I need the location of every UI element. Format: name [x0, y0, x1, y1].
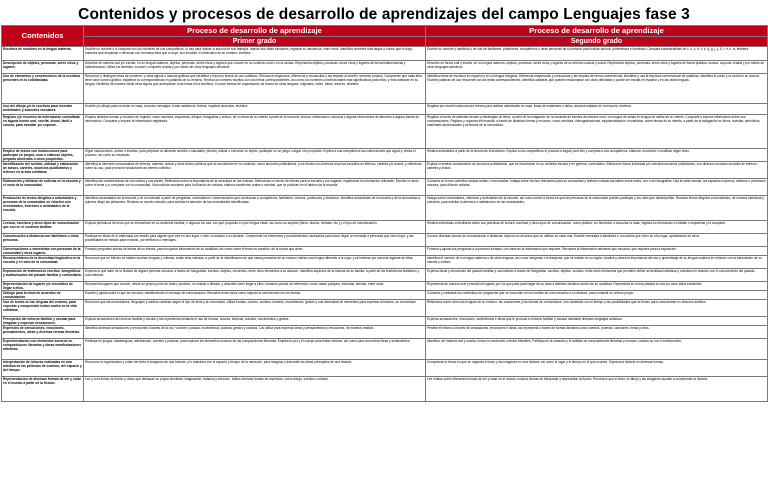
primer-grado-cell-text: Reconoce la organización y orden del texto e imágenes de una historia, y lo relaciona con el espacio y tiempo de la narración, para imaginar y transmitir las ideas principales de una historia.	[85, 359, 353, 364]
contenido-cell-text: Empleo de textos con instrucciones para participar en juegos, usar o elaborar objetos, preparar alimentos u otros propósitos.	[3, 148, 74, 161]
contenido-cell-text: Escritura de nombres en la lengua materna.	[3, 46, 72, 51]
header-pda-2: Proceso de desarrollo de aprendizaje	[426, 26, 768, 37]
primer-grado-cell	[84, 195, 426, 220]
table-row	[2, 376, 768, 401]
segundo-grado-cell-text: Registra a través de distintas formas y estrategias un tema, a partir de la indagación en la consulta de fuentes de manera oral o en lengua de señas en lengua de señas de su interés. Comparte y expone información sobre sus comparaciones. Registra y organiza información a través de distintas formas y recursos, como escritura, videograbaciones, esquematización, modelados, sobre temas de su interés, a partir de la indagación en libros, revistas, periódicos, materiales audiovisuales y personas de la comunidad.	[427, 114, 761, 127]
table-row	[2, 220, 768, 233]
primer-grado-cell-text: Describe de manera oral y/o escrita, en su lengua materna, objetos, personas, seres vivos y lugares que conoce en su contexto rural o en la ciudad. Representa objetos, personas, seres vivos y lugares de forma bidimensional y tridimensional. Utiliza los sentidos, conocer, compartir, teatral y por medio de otros lenguajes artísticos.	[85, 60, 406, 69]
contenido-cell	[2, 281, 84, 290]
primer-grado-cell	[84, 299, 426, 316]
segundo-grado-cell	[426, 148, 768, 161]
primer-grado-cell	[84, 220, 426, 233]
segundo-grado-cell-text: Reflexiona sobre cómo las lenguas de su entorno, las costumbres y las formas de comunicarse, han cambiado con el tiempo y las posibilidades que se tienen para comunicarse en diversos ámbitos.	[427, 299, 707, 304]
primer-grado-cell-text: Sigue instrucciones, orales o escritas, para preparar un alimento sencillo o saludable (receta), utilizar o construir un objeto, participar en un juego o algún otro propósito. Explica a sus compañeros las instrucciones que siguió y revisa el proceso, así como su resultado.	[85, 148, 416, 157]
table-row	[2, 73, 768, 103]
primer-grado-cell	[84, 161, 426, 178]
segundo-grado-cell-text: Expresa ideas y emociones del pasado familiar y comunitario a través de fotografías, escritos, objetos, sonidos, entre otros elementos que permiten definir la identidad individual y colectiva en relación con el conocimiento del pasado.	[427, 268, 756, 273]
table-row	[2, 195, 768, 220]
table-row	[2, 281, 768, 290]
contenido-cell-text: Elaboración y difusión de noticias en la escuela y el resto de la comunidad.	[3, 178, 81, 187]
contenido-cell-text: Experimentación con elementos sonoros en composiciones literarias y obras manifestaciones artísticas.	[3, 338, 82, 351]
segundo-grado-cell	[426, 114, 768, 148]
contenido-cell-text: Representación de lugares y/o recorridos de llegar a ellos.	[3, 281, 73, 290]
table-row	[2, 161, 768, 178]
primer-grado-cell	[84, 268, 426, 281]
primer-grado-cell-text: Reconoce que en México se hablan muchas lenguas y culturas, todas ellas valiosas, a partir de la identificación de que varias personas de su entorno hablan una lengua diferente a la suya, y se interesa por conocer algunas de ellas.	[85, 255, 414, 260]
contenido-cell	[2, 220, 84, 233]
segundo-grado-cell	[426, 60, 768, 73]
contenido-cell	[2, 161, 84, 178]
segundo-grado-cell-text: Explica el sentido comunicativo de anuncios publicitarios, que se encuentran en su contexto escolar y en general, comunitario. Elabora en forma individual y/o colectiva anuncios publicitarios, con diversos recursos sencillos en letreros, carteles y avisos.	[427, 161, 758, 170]
contenido-cell-text: Uso de elementos y convenciones de la escritura presentes en la cotidianidad.	[3, 73, 81, 82]
table-row	[2, 299, 768, 316]
contenido-cell-text: Exploración de testimonios escritos, fotográficos y audiovisuales del pasado familiar y comunitario.	[3, 268, 82, 277]
segundo-grado-cell-text: Describe en forma oral y escrita, en su lengua materna, objetos, personas, seres vivos y lugares de su entorno natural y social. Representa objetos, personas, seres vivos y lugares de forma plástica, sonora, corporal, teatral y por medio de otros lenguajes artísticos.	[427, 60, 764, 69]
primer-grado-cell	[84, 114, 426, 148]
table-row	[2, 148, 768, 161]
contenido-cell-text: Comunicación a distancia con familiares u otras personas.	[3, 233, 79, 242]
segundo-grado-cell	[426, 290, 768, 299]
segundo-grado-cell	[426, 299, 768, 316]
table-row	[2, 178, 768, 195]
contenido-cell	[2, 178, 84, 195]
primer-grado-cell-text: Identifica las características de una noticia y sus partes. Reflexiona sobre la importancia de la veracidad en las noticias. Selecciona un hecho de interés para la escuela y los hogares, registrando la información relevante. Escribe un texto sobre el tema y lo comparte con la comunidad. Usa noticias escolares para la difusión de noticias, elabora cuestiones orales o escritas, que se publican en el tablero de la escuela.	[85, 178, 419, 187]
contenido-cell	[2, 268, 84, 281]
segundo-grado-cell	[426, 255, 768, 268]
segundo-grado-cell-text: Realiza entrevistas a familiares sobre sus prácticas de lectura, escritura y otros tipos de comunicación, como platicar, ver televisión o escuchar la radio; registra la información en tablas o esquemas y la comparte.	[427, 220, 727, 225]
segundo-grado-cell	[426, 246, 768, 255]
segundo-grado-cell	[426, 220, 768, 233]
primer-grado-cell	[84, 281, 426, 290]
primer-grado-cell	[84, 255, 426, 268]
segundo-grado-cell-text: Expresa sensaciones, emociones, sentimientos e ideas que le provoca el entorno familiar y escolar mediante diversos lenguajes artísticos.	[427, 316, 623, 321]
contenido-cell	[2, 316, 84, 325]
table-row	[2, 246, 768, 255]
contenido-cell-text: Descripción de objetos, personas, seres vivos y lugares.	[3, 60, 79, 69]
header-segundo-grado: Segundo grado	[426, 36, 768, 46]
segundo-grado-cell	[426, 233, 768, 246]
contenido-cell	[2, 376, 84, 401]
primer-grado-cell	[84, 148, 426, 161]
primer-grado-cell	[84, 73, 426, 103]
primer-grado-cell-text: Representa lugares que conoce, desde su propio punto de vista y posición, en mapas o dibujos, y describe cómo llegar a ellos, tomando puntos de referencia, como casas, parques, escuelas, tiendas, entre otros.	[85, 281, 385, 286]
table-row	[2, 359, 768, 376]
header-primer-grado: Primer grado	[84, 36, 426, 46]
primer-grado-cell-text: Participa en ideas de lo elaborado por escrito para alguien que vive en otro lugar, o bien un dictado a su docente. Comprende los elementos y procedimientos necesarios para hacer llegar un mensaje a personas que viven lejos, y las posibilidades de medios para enviarlo, por teléfonos o mensajes.	[85, 233, 414, 242]
table-row	[2, 46, 768, 60]
segundo-grado-cell-text: Comprende la forma en que se organiza el texto y las imágenes en una historia, así como el lugar y el tiempo en el que ocurren. Expresa la historia en diversas formas.	[427, 359, 664, 364]
contenido-cell-text: Producción de textos dirigidos a autoridades y personas de la comunidad, en relación con necesidades, intereses o actividades de la escuela.	[3, 195, 77, 212]
segundo-grado-cell	[426, 195, 768, 220]
primer-grado-cell	[84, 359, 426, 376]
segundo-grado-cell	[426, 161, 768, 178]
header-contenidos: Contenidos	[2, 26, 84, 47]
contenido-cell-text: Reconocimiento de la diversidad lingüística en la escuela y el resto de la comunidad.	[3, 255, 81, 264]
contenido-cell-text: Percepción del entorno familiar y escolar para imaginar y expresar sensaciones.	[3, 316, 76, 325]
contenido-cell-text: Expresión de sensaciones, emociones, pensamientos, ideas y diversas formas literarias.	[3, 325, 80, 334]
table-row	[2, 316, 768, 325]
segundo-grado-cell-text: Comenta y contrasta los contenidos de programas que se escuchan en los medios de comunicación a su alcance, para construir un criterio propio.	[427, 290, 635, 295]
segundo-grado-cell	[426, 73, 768, 103]
segundo-grado-cell	[426, 316, 768, 325]
segundo-grado-cell-text: Realiza actividades a partir de la lectura de instructivos. Explica a sus compañeros el proceso a seguir para ello y compara a sus compañeros, elaborar, encontrar o modificar algún texto.	[427, 148, 690, 153]
primer-grado-cell-text: Explora sensaciones del entorno familiar y escolar y las representa mediante el uso de formas, colores, texturas, sonidos, movimientos y gestos.	[85, 316, 290, 321]
primer-grado-cell	[84, 316, 426, 325]
table-row	[2, 290, 768, 299]
segundo-grado-cell-text: Percibe el entorno a través de sensaciones, emociones e ideas, las representa a través de formas literarias como cuentos, poemas, canciones, rimas y otros.	[427, 325, 650, 330]
segundo-grado-cell	[426, 338, 768, 359]
segundo-grado-cell-text: Formula y ajusta sus preguntas a la persona invitada, con base en la información que requiere. Recupera la información relevante que escucha, que requiere para la exposición.	[427, 246, 677, 251]
header-pda-1: Proceso de desarrollo de aprendizaje	[84, 26, 426, 37]
primer-grado-cell	[84, 246, 426, 255]
contenido-cell	[2, 255, 84, 268]
contenido-cell-text: Uso del dibujo y/o la escritura para recordar actividades y acuerdos escolares.	[3, 103, 73, 112]
primer-grado-cell	[84, 46, 426, 60]
primer-grado-cell	[84, 325, 426, 338]
segundo-grado-cell-text: Escribe su nombre y apellidos y de sus de familiares, profesores, compañeros y otras personas de su entorno para indicar autoría, pertenencia e identidad. Compara características de c, s, z, b, v, k, q, g, j, y, ll, r, rr, x, w, etcétera.	[427, 46, 750, 51]
primer-grado-cell-text: Escribe su nombre y lo compara con los nombres de sus compañeros, lo usa para indicar la autoría de sus trabajos, marcar sus útiles escolares, registrar su asistencia, entre otros. Identifica nombres más largos o cortos que el suyo, nombres que empiezan o terminan con la misma letra que el suyo, sus iniciales, el diminutivo de su nombre, etcétera.	[85, 46, 413, 55]
primer-grado-cell-text: Expresa lo que sabe de la historia de alguna persona cercana, a través de fotografías, escritos, objetos, recuerdos, entre otros elementos a su alcance. Identifica aspectos de la historia de su familia, a partir de los testimonios familiares y comunitarios.	[85, 268, 420, 277]
segundo-grado-cell-text: Conoce diversas formas de comunicación a distancia; explora los recursos que se utilizan en cada una. Escribe mensajes a familiares o conocidos que viven en otro lugar, ayudándose de otros.	[427, 233, 700, 238]
table-row	[2, 233, 768, 246]
primer-grado-cell	[84, 376, 426, 401]
contenido-cell	[2, 290, 84, 299]
segundo-grado-cell	[426, 325, 768, 338]
segundo-grado-cell	[426, 268, 768, 281]
primer-grado-cell-text: Reconoce y distingue letras de números, y otros signos o marcas gráficas que identifica y traza en textos de uso cotidiano. Reconoce mayúscula, diferencia y minúsculas y las emplea al escribir nombres propios. Comprende que cada letra tiene valor sonoro-gráfico; establece la correspondencia en palabras de su entorno. Revisa los nombres escritos con sus letras correspondientes, así como los nombres convencionales más significativos para ellos, y más adelante en su lengua. Identifica de manera inicial otros signos que acompañan a las letras en la escritura. Conoce formas de organización de textos en otras lenguas: originales, índex, ideas, letreros, etcétera.	[85, 73, 422, 86]
primer-grado-cell	[84, 290, 426, 299]
primer-grado-cell-text: Explora periódicos de texto que se encuentran en su ambiente familiar, e algunos los usa, con qué propósito en qué lengua están, así como su soporte (libros, diarios, revistas, etc.) y el tipo de comunicación.	[85, 220, 378, 225]
segundo-grado-cell-text: Identifica letras de escritura en español y en su lengua indígena. Diferencia mayúsculas y minúsculas y las emplea de forma convencional; identifica y usa la escritura convencional de palabras, identifica el punto y la coma en su lectura. Escribe palabras de uso frecuente con las letras correspondientes; identifica palabras que pueden relacionarse con otras derivadas y puede ser escrita en español y en las otras lenguas.	[427, 73, 760, 82]
contenido-cell	[2, 338, 84, 359]
contenido-cell	[2, 114, 84, 148]
primer-grado-cell	[84, 233, 426, 246]
contenido-cell-text: Uso de textos en las lenguas del entorno, para expresar y comprender textos orales en la vida cotidiana.	[3, 299, 77, 312]
primer-grado-cell	[84, 338, 426, 359]
table-row	[2, 255, 768, 268]
contenido-cell-text: Interpretación de lecturas realizadas en una artística de las películas de cuentos, del espacio y del tiempo.	[3, 359, 82, 372]
contenido-cell	[2, 246, 84, 255]
table-row	[2, 338, 768, 359]
contenido-cell-text: Diálogo para la toma de acuerdos de comunicación.	[3, 290, 61, 299]
segundo-grado-cell-text: Representa de manera oral y escrita los lugares por los que pasa para llegar de su casa a distintos destinos dentro de su localidad. Representa en forma plástica la ruta y/o otros sitios existentes.	[427, 281, 703, 286]
primer-grado-cell	[84, 103, 426, 114]
table-row	[2, 268, 768, 281]
segundo-grado-cell	[426, 376, 768, 401]
content-table	[1, 25, 768, 402]
contenido-cell	[2, 299, 84, 316]
primer-grado-cell-text: Identifica la intención comunicativa de letreros, carteles, avisos y otros textos públicos que se encuentran en su contexto, como anuncios publicitarios, y los recrea con diversos recursos sencillos en letreros, carteles y/o avisos, y reflexiona sobre su uso, para promover situaciones de interés colectivo.	[85, 161, 422, 170]
contenido-cell	[2, 359, 84, 376]
contenido-cell	[2, 73, 84, 103]
table-row	[2, 60, 768, 73]
contenido-cell	[2, 46, 84, 60]
table-row	[2, 103, 768, 114]
segundo-grado-cell	[426, 103, 768, 114]
segundo-grado-cell-text: Indaga sobre necesidades, intereses y actividades de la escuela, así como sobre la forma en que las personas de la comunidad pueden participar y los roles que desempeñan. Redacta textos dirigidos a autoridades, de manera individual y colectiva, para solicitar la atención o satisfacción de las necesidades.	[427, 195, 764, 204]
segundo-grado-cell	[426, 281, 768, 290]
segundo-grado-cell	[426, 359, 768, 376]
contenido-cell	[2, 103, 84, 114]
contenido-cell-text: Lectura, escritura y otros tipos de comunicación que son en el contexto familiar.	[3, 220, 80, 229]
contenido-cell	[2, 233, 84, 246]
table-row	[2, 114, 768, 148]
segundo-grado-cell	[426, 46, 768, 60]
segundo-grado-cell-text: Lee relatos sobre diferentes formas de ver y estar en el mundo, explora formas de interpretar y representar la ficción. Reconoce que el texto, el dibujo y las imágenes ayudan a comprender la historia.	[427, 376, 709, 381]
segundo-grado-cell-text: Identifica el nombre de su lengua materna y de otras lenguas, así como indígenas o extranjeras, que se hablan en su región. Analiza y valora la importancia del uso y aprendizaje de su lengua materna en relación con la transmisión de su historia y cultura.	[427, 255, 762, 264]
contenido-cell	[2, 148, 84, 161]
primer-grado-cell-text: Escribe y ajusta sobre lo que se escucha, estableciendo el mensaje de comunicación. Resuelve entre todos cómo mejorar la convivencia con los demás.	[85, 290, 301, 295]
contenido-cell	[2, 325, 84, 338]
primer-grado-cell-text: Participa en juegos, trabalenguas, adivinanzas, cuentos y poesías, para explorar los elementos sonoros de las composiciones literarias. Emplea la voz y el cuerpo para imitar sonidos, así como para comunicar ideas y sentimientos.	[85, 338, 411, 343]
primer-grado-cell-text: Emplea distintas formas y recursos de registro, como escritura, esquemas, dibujos, fotografías y videos, de un tema de su interés a partir de la escucha, lectura, observación, escucha o alguna otra manera de atención a alguna fuente de información. Comparte y expone la información registrada.	[85, 114, 419, 123]
contenido-cell	[2, 60, 84, 73]
table-row	[2, 325, 768, 338]
segundo-grado-cell-text: Identifica, de manera oral y escrita, rimas en canciones o textos infantiles. Participa en la creación y el análisis de composiciones literarias y sonoras, usando su voz e instrumentos.	[427, 338, 682, 343]
primer-grado-cell-text: Identifica diversas sensaciones y emociones a través de la voz, volumen, pausas, movimientos, postura, gestos y sonidos. Los utiliza para expresar ideas y pensamientos y emociones, de manera creativa.	[85, 325, 375, 330]
primer-grado-cell-text: Reconoce que las necesidades, lenguajes y medios cambian según el tipo de texto y la comunidad. Utiliza formas, colores, sonidos, texturas, movimientos, gestos y una diversidad de elementos para expresar la historia, su comunidad.	[85, 299, 417, 304]
contenido-cell-text: Conversaciones o entrevistas con personas de la comunidad y otros lugares.	[3, 246, 81, 255]
contenido-cell-text: Registro y/o resumen de información consultada en alguna fuente oral, escrita, visual, táctil o sonora, para estudiar y/o exponer.	[3, 114, 80, 127]
segundo-grado-cell-text: Comenta en forma colectiva noticias leídas o escuchadas. Indaga sobre hechos relevantes para su comunidad y elabora noticias escolares sobre estos, con o sin fotografías. Usa la radio escolar, los espacios impresos, tableros o periódicos murales, para difundir noticias.	[427, 178, 766, 187]
segundo-grado-cell-text: Registra por escrito instrucciones breves para realizar actividades en casa, listas de materiales o datos, asuntos tratados en la escuela, etcétera.	[427, 103, 632, 108]
page-title: Contenidos y procesos de desarrollo de aprendizajes del campo Lenguajes fase 3	[78, 6, 690, 23]
table-body	[2, 46, 768, 401]
contenido-cell	[2, 195, 84, 220]
primer-grado-cell-text: Lee y crea fichas de ficción y obras que destacan su propia identidad, imaginación, fantasía y emoción. Utiliza diversas formas de expresión, como dibujo, cuentos o relatos.	[85, 376, 329, 381]
segundo-grado-cell	[426, 178, 768, 195]
contenido-cell-text: Identificación del sentido, utilidad y elaboración de avisos, carteles, anuncios publicitarios y letreros en la vida cotidiana.	[3, 161, 79, 174]
primer-grado-cell-text: Formula preguntas acerca de temas de su interés, para recuperar información de su localidad, así como sobre el tema en cuestión, de la época que viven.	[85, 246, 304, 251]
primer-grado-cell	[84, 60, 426, 73]
contenido-cell-text: Representación de diversas formas de ver y estar en el mundo a partir de la ficción.	[3, 376, 81, 385]
primer-grado-cell-text: Escribe y/o dibuja para recordar en casa, recordar mensajes, tomar asistencia, fechas, registrar acuerdos, etcétera.	[85, 103, 249, 108]
primer-grado-cell	[84, 178, 426, 195]
primer-grado-cell-text: Identifica necesidades de la escuela y de la sociedad a partir de preguntas, comentarios o observaciones que conduzcan a compañeros, familiares, vecinos, profesores y directivos. Identifica autoridades de la escuela y de la comunidad a quienes dirigir las peticiones. Redacta un escrito colectivo para solicitar la atención de las necesidades identificadas.	[85, 195, 421, 204]
